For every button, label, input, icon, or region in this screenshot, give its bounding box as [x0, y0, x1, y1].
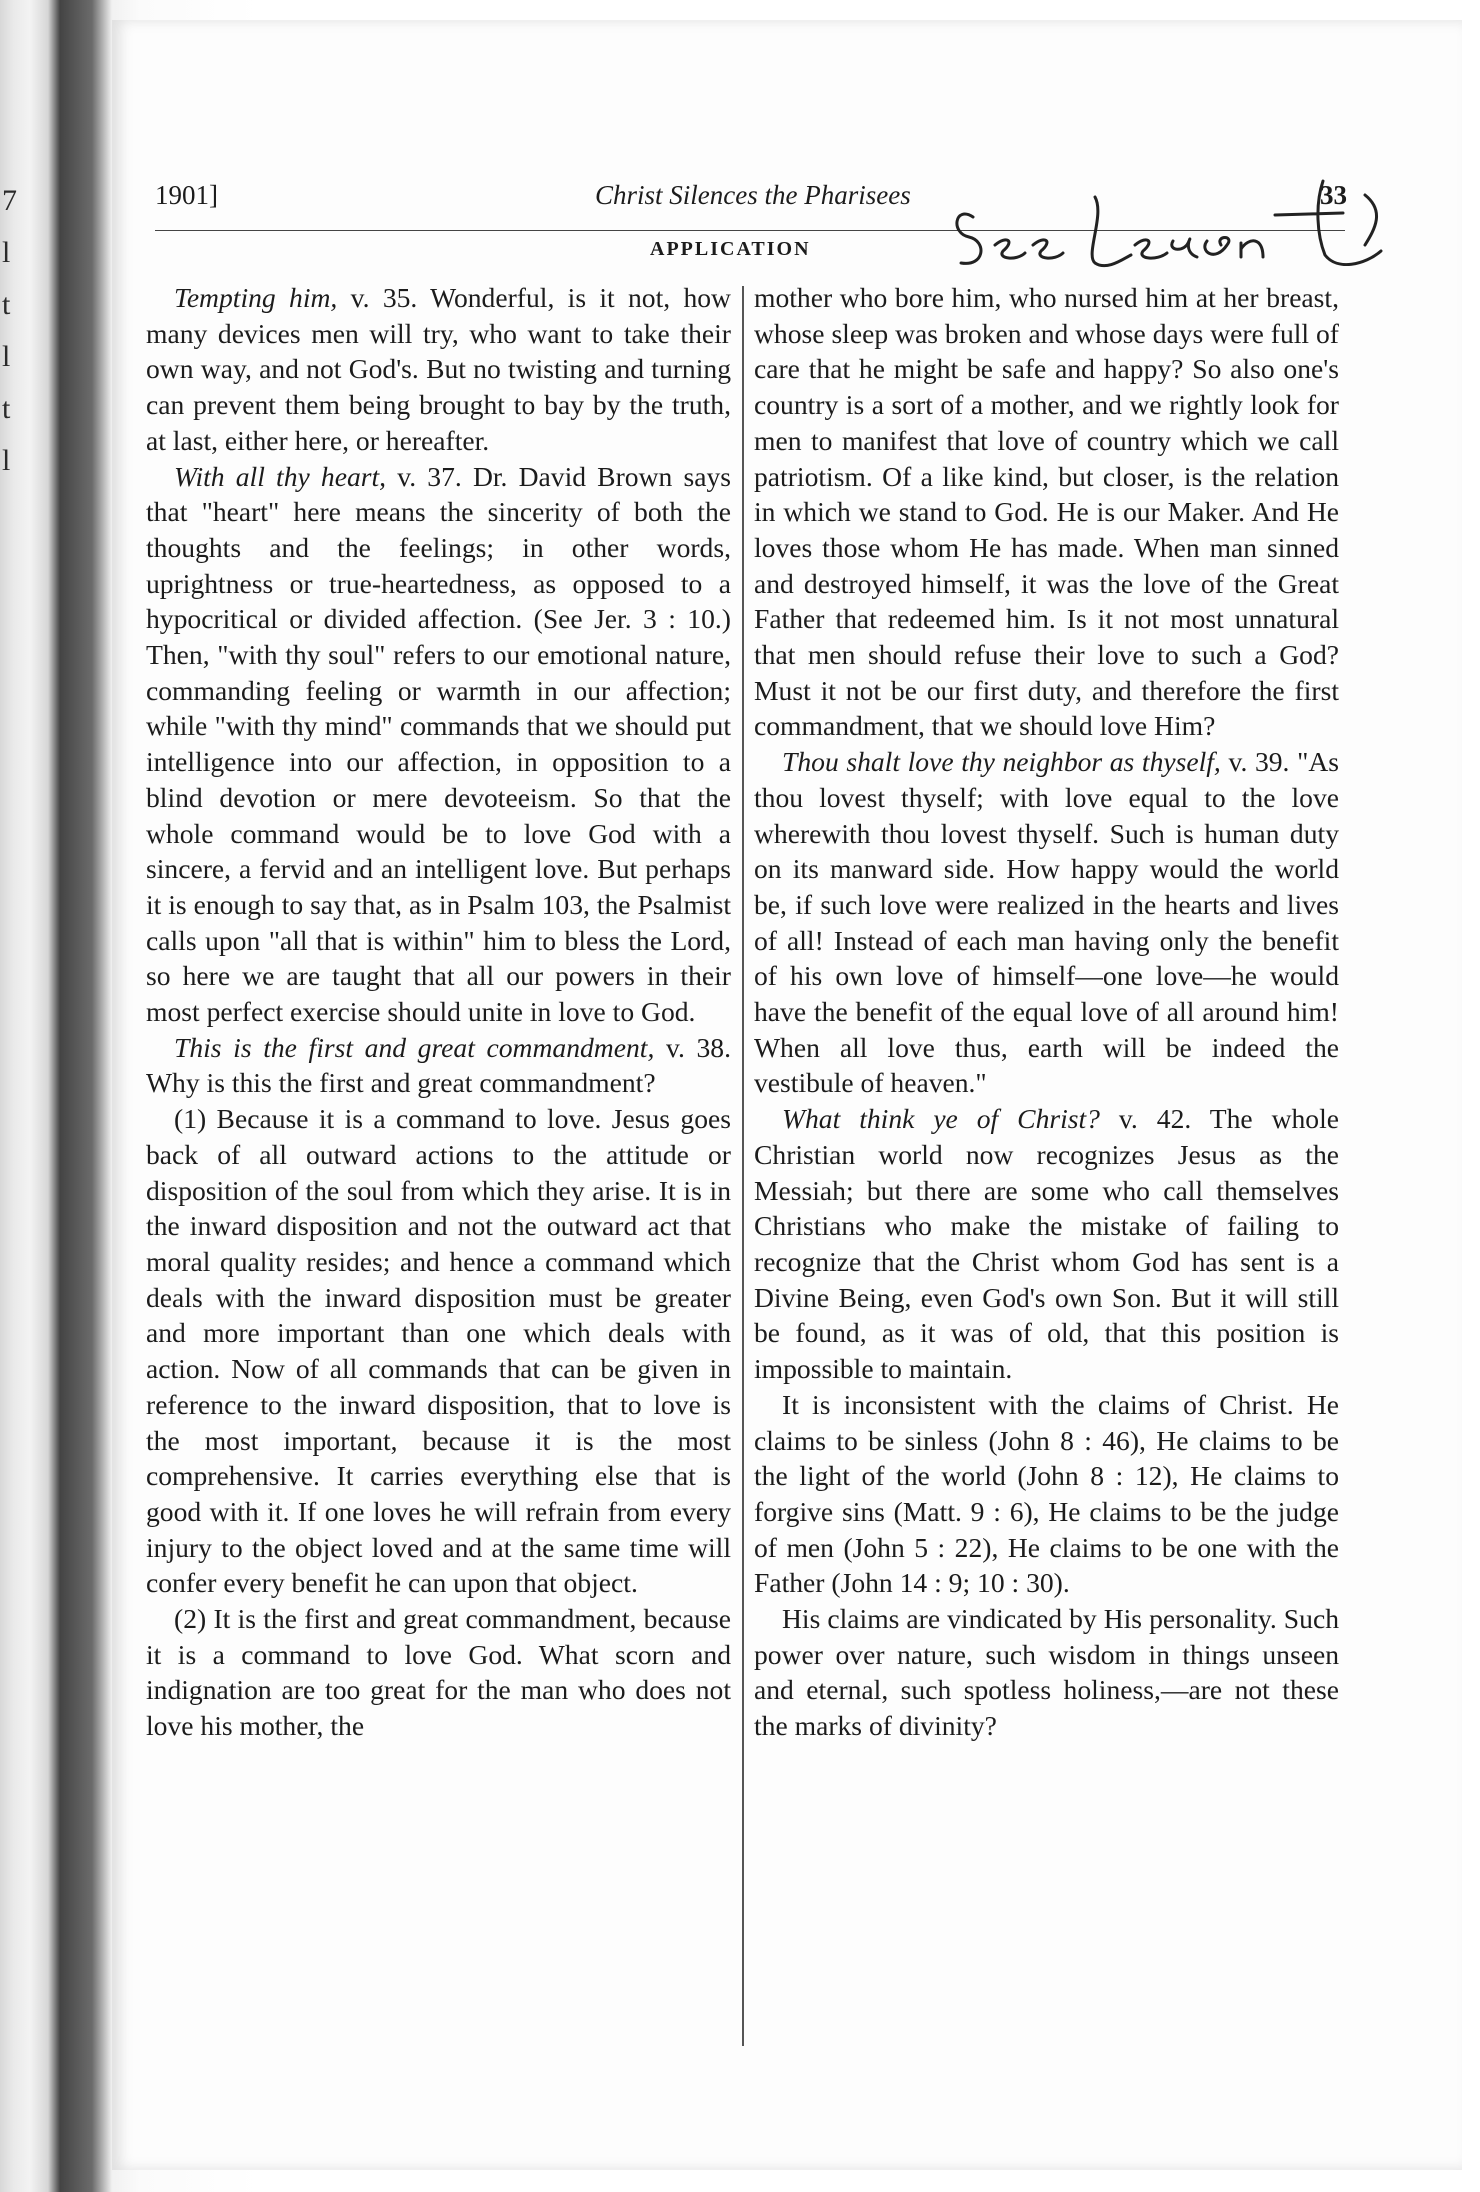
section-heading: APPLICATION — [650, 238, 811, 260]
margin-mark: l — [2, 340, 11, 373]
margin-mark: t — [2, 392, 11, 425]
paragraph-lead: This is the first and great commandment, — [174, 1031, 655, 1063]
paragraph-lead: With all thy heart, — [174, 460, 387, 492]
paragraph — [146, 1601, 731, 1744]
paragraph-text: mother who bore him, who nursed him at her breast, whose sleep was broken and whose days were full of care that he might be safe and happy? So also one's country is a sort of a mother, and we rightly look for men to manifest that love of country which we call patriotism. Of a like kind, but closer, is the relation in which we stand to God. He is our Maker. And He loves those whom He has made. When man sinned and destroyed himself, it was the love of the Great Father that redeemed him. Is it not most unnatural that men should refuse their love to such a God? Must it not be our first duty, and therefore the first commandment, that we should love Him? — [754, 282, 1339, 742]
paragraph — [754, 1601, 1339, 1744]
paragraph-text: v. 42. The whole Christian world now recognizes Jesus as the Messiah; but there are some who call themselves Christians who make the mistake of failing to recognize that the Christ whom God has sent is a Divine Being, even God's own Son. But it will still be found, as it was of old, that this position is impossible to maintain. — [754, 1103, 1340, 1385]
paragraph-text: v. 39. "As thou lovest thyself; with love equal to the love wherewith thou lovest thyself. Such is human duty on its manward side. How happy would the world be, if such love were realized in the hearts and lives of all! Instead of each man having only the benefit of his own love of himself—one love—he would have the benefit of the equal love of all around him! When all love thus, earth will be indeed the vestibule of heaven." — [754, 746, 1339, 1099]
left-column — [146, 280, 731, 1744]
paragraph — [146, 459, 731, 1030]
paragraph-text: (1) Because it is a command to love. Jesus goes back of all outward actions to the attitude or disposition of the soul from which they arise. It is in the inward disposition and not the outward act that moral quality resides; and hence a command which deals with the inward disposition must be greater and more important than one which deals with action. Now of all commands that can be given in reference to the inward disposition, that to love is the most important, because it is the most comprehensive. It carries everything else that is good with it. If one loves he will refrain from every injury to the object loved and at the same time will confer every benefit he can upon that object. — [146, 1103, 731, 1599]
margin-mark: l — [2, 236, 11, 269]
paragraph — [146, 1101, 731, 1601]
previous-page-edge-marks — [2, 175, 18, 487]
paragraph-lead: What think ye of Christ? — [782, 1103, 1100, 1135]
margin-mark: 7 — [2, 184, 17, 217]
header-title: Christ Silences the Pharisees — [595, 180, 911, 210]
margin-mark: t — [2, 288, 11, 321]
paragraph — [754, 280, 1339, 744]
column-divider — [742, 286, 744, 2046]
paragraph-text: (2) It is the first and great commandment, because it is a command to love God. What scorn and indignation are too great for the man who does not love his mother, the — [146, 1603, 731, 1742]
handwritten-note-see-lesson — [945, 175, 1425, 285]
paragraph-lead: Thou shalt love thy neighbor as thyself, — [782, 746, 1221, 778]
paragraph — [146, 280, 731, 459]
paragraph — [754, 744, 1339, 1101]
paragraph — [146, 1030, 731, 1101]
paragraph-text: v. 37. Dr. David Brown says that "heart" here means the sincerity of both the thoughts and the feelings; in other words, uprightness or true-heartedness, as opposed to a hypocritical or divided affection. (See Jer. 3 : 10.) Then, "with thy soul" refers to our emotional nature, commanding feeling or warmth in our affection; while "with thy mind" commands that we should put intelligence into our affection, in opposition to a blind devotion or mere devoteeism. So that the whole command would be to love God with a sincere, a fervid and an intelligent love. But perhaps it is enough to say that, as in Psalm 103, the Psalmist calls upon "all that is within" him to bless the Lord, so here we are taught that all our powers in their most perfect exercise should unite in love to God. — [146, 460, 731, 1028]
margin-mark: l — [2, 444, 11, 477]
paragraph-text: v. 35. Wonderful, is it not, how many devices men will try, who want to take their own way, and not God's. But no twisting and turning can prevent them being brought to bay by the truth, at last, either here, or hereafter. — [146, 282, 731, 456]
paragraph — [754, 1101, 1339, 1387]
paragraph-text: v. 38. Why is this the first and great commandment? — [146, 1031, 731, 1099]
paragraph-text: It is inconsistent with the claims of Christ. He claims to be sinless (John 8 : 46), He claims to be the light of the world (John 8 : 12), He claims to forgive sins (Matt. 9 : 6), He claims to be the judge of men (John 5 : 22), He claims to be one with the Father (John 14 : 9; 10 : 30). — [754, 1388, 1339, 1599]
paragraph-text: His claims are vindicated by His personality. Such power over nature, such wisdom in things unseen and eternal, such spotless holiness,—are not these the marks of divinity? — [754, 1603, 1339, 1742]
header-year: 1901] — [155, 180, 218, 210]
page-number: 33 — [1320, 180, 1347, 210]
paragraph — [754, 1387, 1339, 1601]
right-column — [754, 280, 1339, 1744]
paragraph-lead: Tempting him, — [174, 282, 338, 313]
